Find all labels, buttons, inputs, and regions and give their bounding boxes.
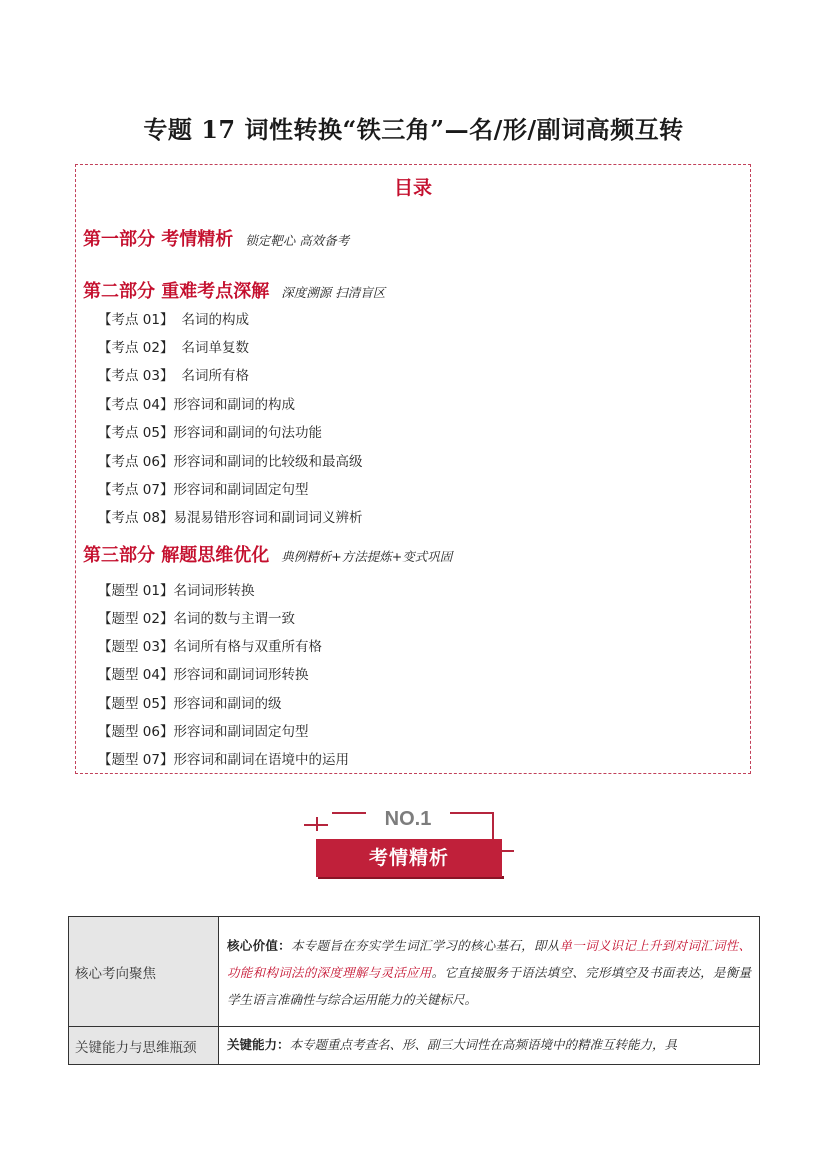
row-text: 本专题重点考查名、形、副三大词性在高频语境中的精准互转能力，具 [289,1037,678,1052]
row-text: 本专题旨在夯实学生词汇学习的核心基石，即从 [290,938,560,953]
toc-item-text: 名词所有格 [181,368,249,384]
toc-item-tag: 【考点 05】 [98,425,174,441]
toc-item-text: 形容词和副词的构成 [173,397,295,413]
banner-number: NO.1 [366,806,450,832]
toc-item-tag: 【考点 02】 [98,340,174,356]
toc-item[interactable] [98,579,254,599]
toc-part-title: 第三部分 解题思维优化 [83,545,270,566]
toc-part-title: 第二部分 重难考点深解 [83,281,270,302]
row-highlight: 单一词义识记上升到对词汇词性、功能和构词法的深度理解与灵活应用 [227,938,751,980]
toc-part-subtitle: 锁定靶心 高效备考 [245,233,350,248]
toc-item-tag: 【考点 01】 [98,312,174,328]
toc-item[interactable] [98,308,249,328]
toc-item-tag: 【考点 03】 [98,368,174,384]
row-text: 。它直接服务于语法填空、完形填空及书面表达，是衡量学生语言准确性与综合运用能力的关键标尺。 [227,965,751,1007]
toc-item-text: 形容词和副词固定句型 [173,724,309,740]
row-label: 核心考向聚焦 [69,917,219,1027]
toc-heading: 目录 [393,177,432,199]
banner-decor-line [492,812,494,839]
toc-item-text: 名词单复数 [181,340,249,356]
toc-part-title: 第一部分 考情精析 [83,229,234,250]
toc-item-tag: 【题型 03】 [98,639,174,655]
analysis-table [68,916,760,1065]
toc-item-tag: 【考点 07】 [98,482,174,498]
row-lead: 关键能力： [227,1037,290,1052]
toc-item-tag: 【考点 04】 [98,397,174,413]
toc-item[interactable] [98,450,362,470]
toc-part-subtitle: 深度溯源 扫清盲区 [281,285,386,300]
toc-item[interactable] [98,663,308,683]
toc-item-tag: 【考点 06】 [98,454,174,470]
toc-item-tag: 【题型 02】 [98,611,174,627]
toc-item[interactable] [98,478,308,498]
toc-item-tag: 【题型 05】 [98,696,174,712]
toc-item-text: 形容词和副词的比较级和最高级 [173,454,363,470]
toc-item[interactable] [98,720,308,740]
toc-item-text: 名词的数与主谓一致 [173,611,295,627]
row-lead: 核心价值： [227,938,291,953]
toc-item[interactable] [98,607,295,627]
toc-part-1[interactable] [83,225,349,251]
toc-item-text: 形容词和副词固定句型 [173,482,309,498]
section-banner [304,806,514,878]
row-content [219,917,760,1027]
toc-item-tag: 【题型 07】 [98,752,174,768]
toc-part-2[interactable] [83,277,385,303]
toc-item-text: 名词词形转换 [173,583,255,599]
row-content [219,1027,760,1065]
page-title: 专题 17 词性转换“铁三角”—名/形/副词高频互转 [143,115,684,144]
toc-item-text: 形容词和副词的级 [173,696,282,712]
banner-label: 考情精析 [316,839,502,877]
toc-item-tag: 【题型 06】 [98,724,174,740]
toc-item[interactable] [98,692,281,712]
toc-item-tag: 【考点 08】 [98,510,174,526]
toc-item[interactable] [98,393,295,413]
toc-item-tag: 【题型 04】 [98,667,174,683]
banner-decor-line [500,850,514,852]
toc-item-tag: 【题型 01】 [98,583,174,599]
toc-item-text: 形容词和副词词形转换 [173,667,309,683]
toc-item[interactable] [98,748,349,768]
toc-item-text: 形容词和副词在语境中的运用 [173,752,349,768]
toc-item-text: 名词所有格与双重所有格 [173,639,322,655]
toc-item[interactable] [98,336,249,356]
table-row [69,917,760,1027]
toc-item[interactable] [98,421,322,441]
toc-item[interactable] [98,364,249,384]
toc-item[interactable] [98,635,322,655]
table-row [69,1027,760,1065]
toc-item-text: 形容词和副词的句法功能 [173,425,322,441]
banner-decor-line [316,817,318,831]
toc-part-3[interactable] [83,541,452,567]
toc-item-text: 易混易错形容词和副词词义辨析 [173,510,363,526]
toc-part-subtitle: 典例精析+方法提炼+变式巩固 [281,549,453,564]
table-of-contents [75,164,751,774]
toc-item-text: 名词的构成 [181,312,249,328]
row-label: 关键能力与思维瓶颈 [69,1027,219,1065]
toc-item[interactable] [98,506,362,526]
